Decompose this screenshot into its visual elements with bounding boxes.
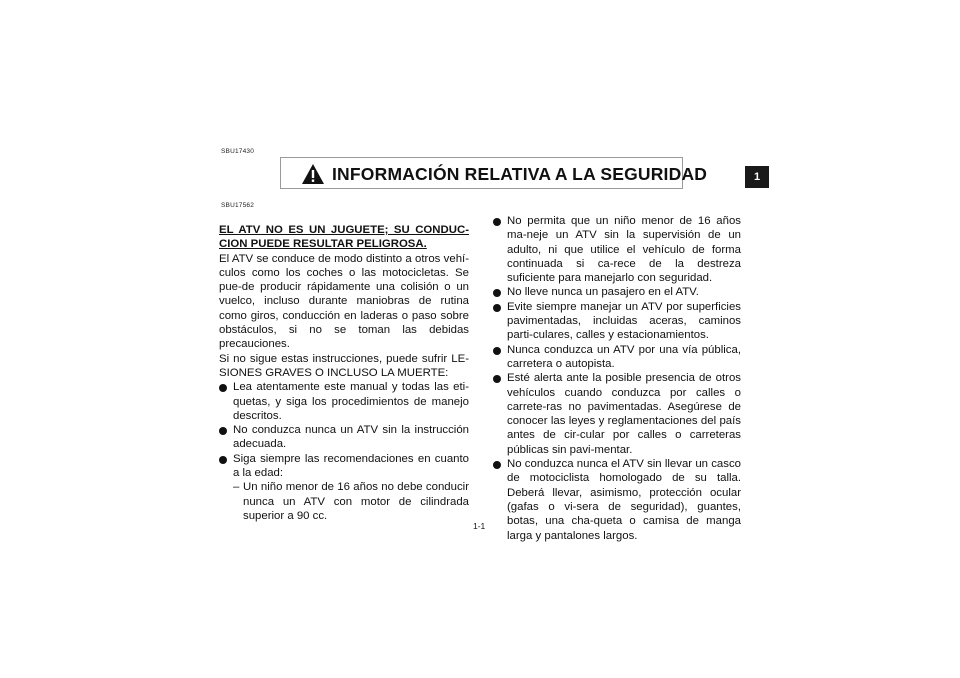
- bullet-icon: [219, 427, 227, 435]
- right-bullet-list: [493, 214, 741, 543]
- list-item: [493, 285, 741, 299]
- list-item-text: Nunca conduzca un ATV por una vía pública, carretera o autopista.: [507, 343, 741, 370]
- intro-paragraph: El ATV se conduce de modo distinto a otros vehí-culos como los coches o las motocicletas. Se pue-de producir rápidamente una colisión o un vuelco, incluso durante maniobras de rutina como giros, conducción en laderas o paso sobre obstáculos, si no se toman las debidas precauciones.: [219, 252, 469, 351]
- list-item-text: Evite siempre manejar un ATV por superficies pavimentadas, incluidas aceras, caminos parti-culares, calles y estacionamientos.: [507, 300, 741, 342]
- subsection-code: SBU17562: [221, 202, 255, 209]
- bullet-icon: [493, 304, 501, 312]
- list-item: [219, 380, 469, 423]
- list-item: [493, 214, 741, 285]
- list-item-text: No lleve nunca un pasajero en el ATV.: [507, 286, 699, 299]
- sub-list-item: [233, 480, 469, 523]
- page-number: 1-1: [473, 521, 486, 531]
- bullet-icon: [493, 218, 501, 226]
- bullet-icon: [219, 384, 227, 392]
- section-title-box: [280, 157, 708, 189]
- sub-list-item-text: Un niño menor de 16 años no debe conducir nunca un ATV con motor de cilindrada superior a 90 cc.: [243, 481, 469, 522]
- section-code: SBU17430: [221, 148, 255, 155]
- list-item-text: No permita que un niño menor de 16 años ma-neje un ATV sin la supervisión de un adulto, ni que utilice el vehículo de forma continuada si ca-rece de la destreza suficiente para manejarlo con seguridad.: [507, 215, 741, 285]
- warning-heading: EL ATV NO ES UN JUGUETE; SU CONDUC-CION PUEDE RESULTAR PELIGROSA.: [219, 224, 469, 251]
- list-item: [493, 457, 741, 543]
- list-item: [219, 452, 469, 523]
- bullet-icon: [493, 375, 501, 383]
- right-column: [493, 214, 741, 543]
- list-item-text: No conduzca nunca el ATV sin llevar un casco de motociclista homologado de su talla. Deberá llevar, asimismo, protección ocular (gafas o vi-sera de seguridad), guantes, botas, una cha-queta o camisa de manga larga y pantalones largos.: [507, 458, 741, 542]
- bullet-icon: [493, 289, 501, 297]
- list-item-text: No conduzca nunca un ATV sin la instrucción adecuada.: [233, 424, 469, 451]
- section-title: INFORMACIÓN RELATIVA A LA SEGURIDAD: [332, 164, 708, 184]
- list-item: [493, 343, 741, 372]
- list-item-text: Esté alerta ante la posible presencia de otros vehículos cuando conduzca por calles o carrete-ras no pavimentadas. Asegúrese de conocer las leyes y reglamentaciones del país antes de cir-cular por calles o carreteras públicas sin pavi-mentar.: [507, 372, 741, 456]
- chapter-tab: 1: [745, 166, 769, 188]
- list-item: [219, 423, 469, 452]
- list-item-text: Siga siempre las recomendaciones en cuanto a la edad:: [233, 452, 469, 480]
- consequence-paragraph: Si no sigue estas instrucciones, puede sufrir LE-SIONES GRAVES O INCLUSO LA MUERTE:: [219, 352, 469, 379]
- list-item: [493, 300, 741, 343]
- bullet-icon: [493, 347, 501, 355]
- bullet-icon: [219, 456, 227, 464]
- list-item-text: Lea atentamente este manual y todas las eti-quetas, y siga los procedimientos de manejo descritos.: [233, 381, 469, 422]
- left-column: [219, 223, 469, 523]
- list-item: [493, 371, 741, 457]
- warning-icon: [301, 163, 325, 185]
- dash-marker: –: [233, 481, 240, 494]
- left-bullet-list: [219, 380, 469, 523]
- bullet-icon: [493, 461, 501, 469]
